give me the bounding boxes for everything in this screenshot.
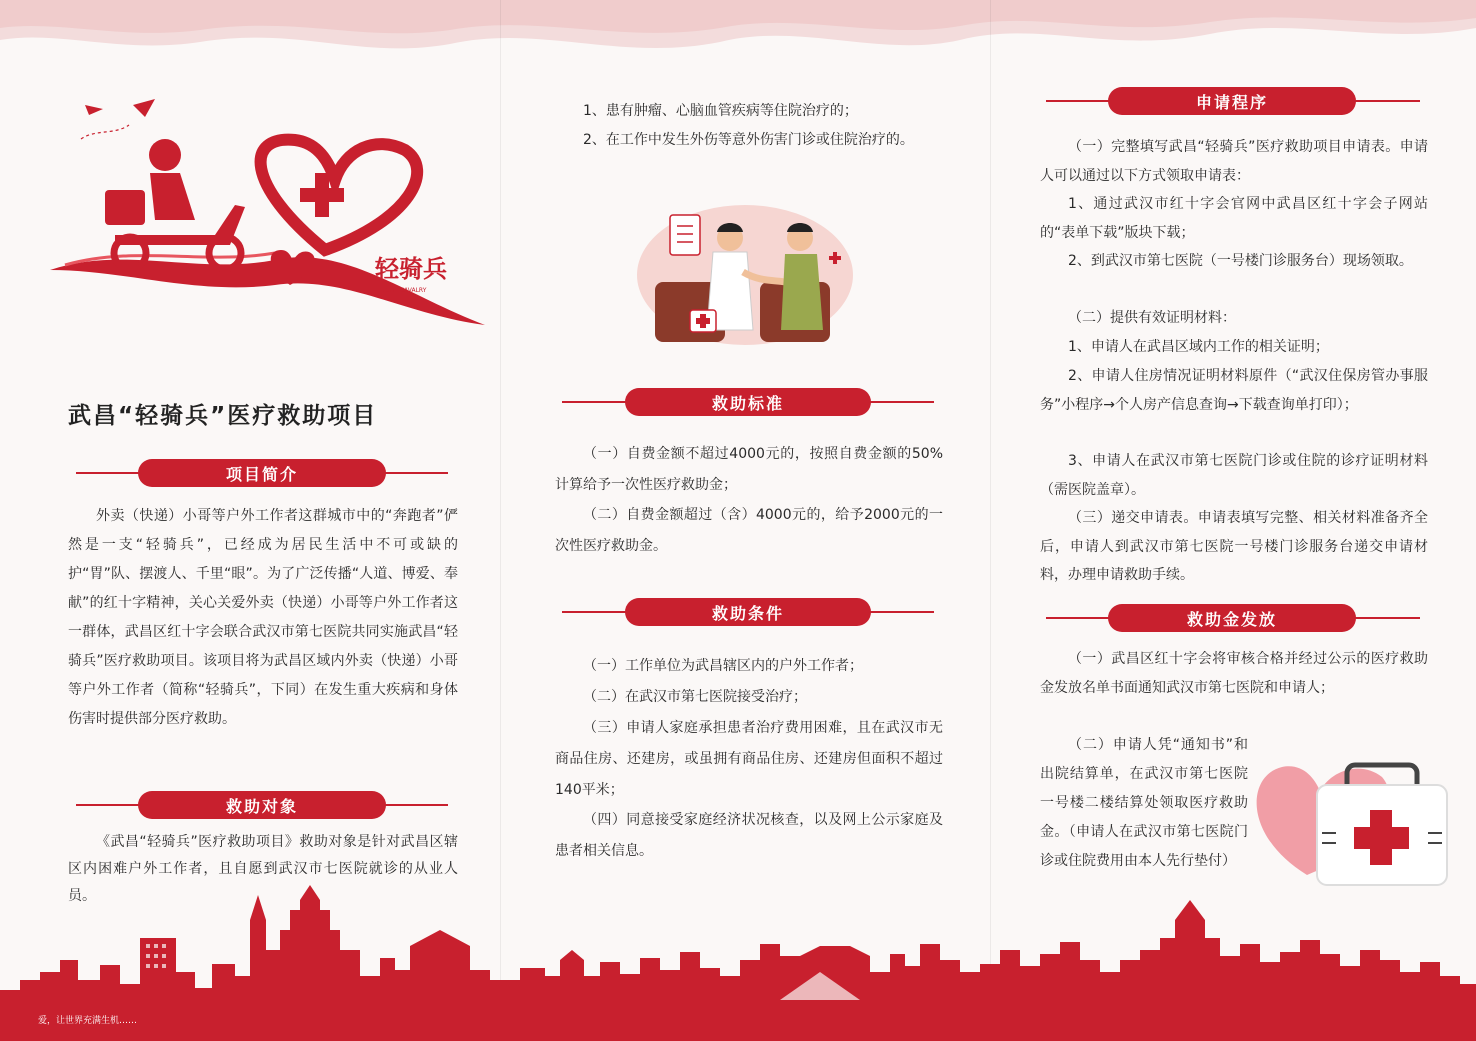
target-item-2: 2、在工作中发生外伤等意外伤害门诊或住院治疗的。 — [583, 132, 914, 148]
section-header-intro — [76, 459, 448, 487]
procedure-heading: 申请程序 — [1108, 87, 1356, 115]
procedure-step-2a: 1、申请人在武昌区域内工作的相关证明； — [1068, 339, 1329, 355]
target-body: 《武昌“轻骑兵”医疗救助项目》救助对象是针对武昌区辖区内困难户外工作者，且自愿到武汉市七医院就诊的从业人员。 — [68, 834, 458, 904]
target-heading: 救助对象 — [138, 791, 386, 819]
conditions-item-2: （二）在武汉市第七医院接受治疗； — [583, 689, 807, 705]
procedure-step-1: （一）完整填写武昌“轻骑兵”医疗救助项目申请表。申请人可以通过以下方式领取申请表： — [1040, 139, 1428, 184]
section-header-standard — [562, 388, 934, 416]
first-aid-kit-icon — [1252, 755, 1452, 895]
procedure-step-1a: 1、通过武汉市红十字会官网中武昌区红十字会子网站的“表单下载”版块下载； — [1040, 196, 1428, 241]
footer-slogan: 爱，让世界充满生机…… — [38, 1016, 138, 1026]
logo-text: 轻骑兵 — [375, 254, 447, 283]
standard-item-1: （一）自费金额不超过4000元的，按照自费金额的50%计算给予一次性医疗救助金； — [555, 446, 943, 493]
conditions-item-1: （一）工作单位为武昌辖区内的户外工作者； — [583, 658, 863, 674]
section-header-conditions — [562, 598, 934, 626]
payment-heading: 救助金发放 — [1108, 604, 1356, 632]
light-cavalry-logo — [45, 95, 495, 345]
doctor-patient-illustration — [635, 190, 855, 345]
procedure-step-2: （二）提供有效证明材料： — [1068, 310, 1236, 326]
project-title: 武昌“轻骑兵”医疗救助项目 — [68, 403, 378, 429]
conditions-item-4: （四）同意接受家庭经济状况核查，以及网上公示家庭及患者相关信息。 — [555, 812, 943, 859]
procedure-step-2b: 2、申请人住房情况证明材料原件（“武汉住保房管办事服务”小程序→个人房产信息查询→下载查询单打印）； — [1040, 368, 1428, 413]
conditions-item-3: （三）申请人家庭承担患者治疗费用困难，且在武汉市无商品住房、还建房，或虽拥有商品住房、还建房但面积不超过140平米； — [555, 720, 943, 798]
procedure-step-3: （三）递交申请表。申请表填写完整、相关材料准备齐全后，申请人到武汉市第七医院一号楼门诊服务台递交申请材料，办理申请救助手续。 — [1040, 510, 1428, 583]
city-skyline-decoration — [0, 880, 1476, 1041]
standard-heading: 救助标准 — [625, 388, 871, 416]
logo-subtext: LIGHT CAVALRY — [380, 287, 427, 294]
target-item-1: 1、患有肿瘤、心脑血管疾病等住院治疗的； — [583, 103, 858, 119]
standard-item-2: （二）自费金额超过（含）4000元的，给予2000元的一次性医疗救助金。 — [555, 507, 943, 554]
payment-item-2: （二）申请人凭“通知书”和出院结算单，在武汉市第七医院一号楼二楼结算处领取医疗救助金。（申请人在武汉市第七医院门诊或住院费用由本人先行垫付） — [1040, 737, 1248, 869]
section-header-procedure — [1046, 87, 1420, 115]
intro-body: 外卖（快递）小哥等户外工作者这群城市中的“奔跑者”俨然是一支“轻骑兵”，已经成为居民生活中不可或缺的护“胃”队、摆渡人、千里“眼”。为了广泛传播“人道、博爱、奉献”的红十字精神，关心关爱外卖（快递）小哥等户外工作者这一群体，武昌区红十字会联合武汉市第七医院共同实施武昌“轻骑兵”医疗救助项目。该项目将为武昌区域内外卖（快递）小哥等户外工作者（简称“轻骑兵”，下同）在发生重大疾病和身体伤害时提供部分医疗救助。 — [68, 508, 458, 727]
procedure-step-2c: 3、申请人在武汉市第七医院门诊或住院的诊疗证明材料（需医院盖章）。 — [1040, 453, 1428, 498]
section-header-payment — [1046, 604, 1420, 632]
payment-item-1: （一）武昌区红十字会将审核合格并经过公示的医疗救助金发放名单书面通知武汉市第七医院和申请人； — [1040, 651, 1428, 696]
section-header-target — [76, 791, 448, 819]
procedure-step-1b: 2、到武汉市第七医院（一号楼门诊服务台）现场领取。 — [1068, 253, 1413, 269]
intro-heading: 项目简介 — [138, 459, 386, 487]
conditions-heading: 救助条件 — [625, 598, 871, 626]
